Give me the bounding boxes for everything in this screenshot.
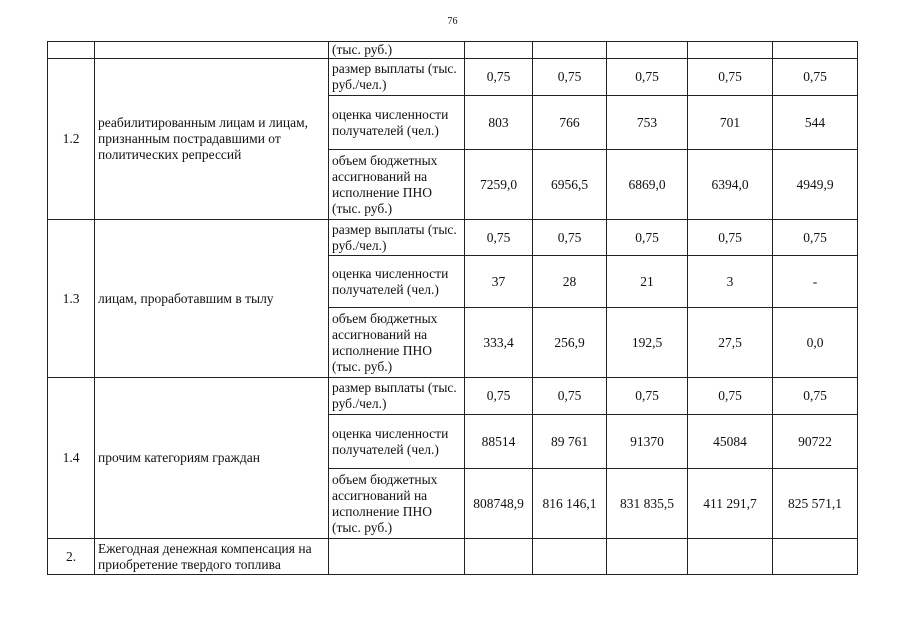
value-cell: 0,75	[533, 220, 607, 256]
value-cell: 3	[688, 256, 773, 308]
value-cell	[533, 42, 607, 59]
value-cell	[688, 539, 773, 575]
value-cell: 0,75	[688, 378, 773, 415]
value-cell: 831 835,5	[607, 469, 688, 539]
value-cell: 766	[533, 96, 607, 150]
value-cell: 0,0	[773, 308, 858, 378]
section-description: прочим категориям граждан	[95, 378, 329, 539]
indicator-cell: (тыс. руб.)	[329, 42, 465, 59]
section-number: 1.4	[48, 378, 95, 539]
value-cell	[465, 42, 533, 59]
page-number: 76	[447, 16, 458, 27]
value-cell	[607, 42, 688, 59]
value-cell: 28	[533, 256, 607, 308]
value-cell: 544	[773, 96, 858, 150]
value-cell: 808748,9	[465, 469, 533, 539]
value-cell: 91370	[607, 415, 688, 469]
value-cell: 6394,0	[688, 150, 773, 220]
budget-table	[47, 41, 858, 575]
value-cell: 6869,0	[607, 150, 688, 220]
table-row	[48, 220, 858, 256]
section-description: реабилитированным лицам и лицам, признанным пострадавшими от политических репрессий	[95, 59, 329, 220]
value-cell	[773, 539, 858, 575]
value-cell: 753	[607, 96, 688, 150]
value-cell: 27,5	[688, 308, 773, 378]
value-cell: 0,75	[773, 378, 858, 415]
indicator-cell: размер выплаты (тыс. руб./чел.)	[329, 220, 465, 256]
value-cell: 0,75	[688, 59, 773, 96]
indicator-cell: размер выплаты (тыс. руб./чел.)	[329, 378, 465, 415]
section-description: лицам, проработавшим в тылу	[95, 220, 329, 378]
indicator-cell: оценка численности получателей (чел.)	[329, 96, 465, 150]
indicator-cell: объем бюджетных ассигнований на исполнение ПНО (тыс. руб.)	[329, 469, 465, 539]
value-cell: 6956,5	[533, 150, 607, 220]
indicator-cell	[329, 539, 465, 575]
table-row	[48, 59, 858, 96]
indicator-cell: оценка численности получателей (чел.)	[329, 256, 465, 308]
num-cell	[48, 42, 95, 59]
indicator-cell: объем бюджетных ассигнований на исполнение ПНО (тыс. руб.)	[329, 308, 465, 378]
value-cell: 90722	[773, 415, 858, 469]
value-cell: 0,75	[773, 220, 858, 256]
table-row	[48, 42, 858, 59]
value-cell: -	[773, 256, 858, 308]
value-cell: 0,75	[533, 378, 607, 415]
value-cell: 21	[607, 256, 688, 308]
value-cell: 45084	[688, 415, 773, 469]
indicator-cell: оценка численности получателей (чел.)	[329, 415, 465, 469]
value-cell: 0,75	[773, 59, 858, 96]
value-cell: 256,9	[533, 308, 607, 378]
value-cell: 0,75	[607, 378, 688, 415]
value-cell: 7259,0	[465, 150, 533, 220]
value-cell: 701	[688, 96, 773, 150]
value-cell: 816 146,1	[533, 469, 607, 539]
value-cell	[533, 539, 607, 575]
value-cell: 192,5	[607, 308, 688, 378]
section-number: 2.	[48, 539, 95, 575]
value-cell	[688, 42, 773, 59]
value-cell: 803	[465, 96, 533, 150]
indicator-cell: объем бюджетных ассигнований на исполнение ПНО (тыс. руб.)	[329, 150, 465, 220]
value-cell: 0,75	[607, 59, 688, 96]
value-cell: 0,75	[465, 378, 533, 415]
value-cell: 0,75	[533, 59, 607, 96]
value-cell: 89 761	[533, 415, 607, 469]
value-cell: 37	[465, 256, 533, 308]
description-cell	[95, 42, 329, 59]
value-cell: 0,75	[607, 220, 688, 256]
value-cell: 4949,9	[773, 150, 858, 220]
value-cell: 825 571,1	[773, 469, 858, 539]
value-cell: 333,4	[465, 308, 533, 378]
table-row	[48, 539, 858, 575]
value-cell: 0,75	[688, 220, 773, 256]
value-cell	[607, 539, 688, 575]
section-number: 1.3	[48, 220, 95, 378]
indicator-cell: размер выплаты (тыс. руб./чел.)	[329, 59, 465, 96]
value-cell: 0,75	[465, 59, 533, 96]
value-cell: 88514	[465, 415, 533, 469]
value-cell: 0,75	[465, 220, 533, 256]
section-number: 1.2	[48, 59, 95, 220]
value-cell: 411 291,7	[688, 469, 773, 539]
table-row	[48, 378, 858, 415]
section-description: Ежегодная денежная компенсация на приобретение твердого топлива	[95, 539, 329, 575]
value-cell	[465, 539, 533, 575]
value-cell	[773, 42, 858, 59]
